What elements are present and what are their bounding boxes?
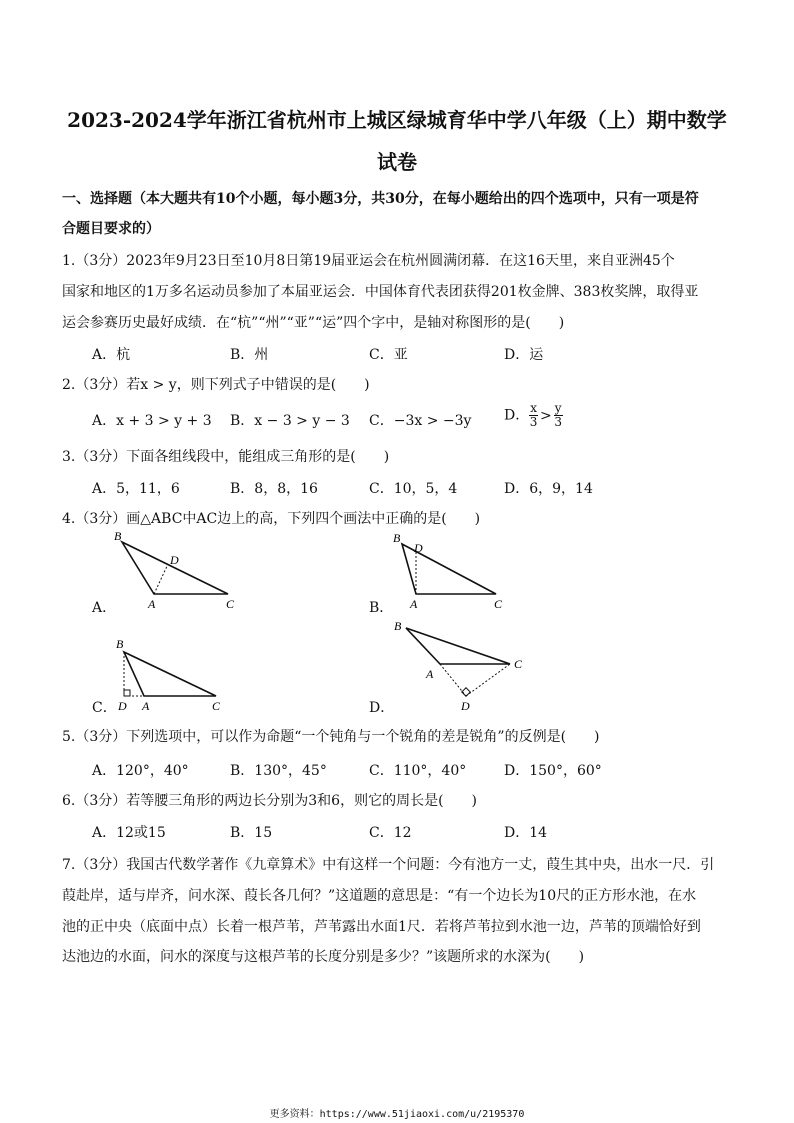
- q4-figure-b: [386, 530, 516, 612]
- q6-option-d[interactable]: D．14: [504, 825, 548, 841]
- q2-option-d-label: D．: [504, 407, 530, 424]
- q5-option-c[interactable]: C．110°，40°: [369, 763, 467, 779]
- label-d: D: [118, 699, 127, 713]
- q4-option-c[interactable]: C．: [92, 700, 117, 716]
- doc-title-line1: 2023-2024学年浙江省杭州市上城区绿城育华中学八年级（上）期中数学: [67, 108, 727, 132]
- label-b: B: [394, 619, 402, 633]
- label-c: C: [212, 699, 221, 713]
- q1-option-a[interactable]: A．杭: [92, 347, 131, 363]
- q7-line-3: 池的正中央（底面中点）长着一根芦苇，芦苇露出水面1尺．若将芦苇拉到水池一边，芦苇的顶端恰好到: [62, 919, 701, 935]
- q3-option-b[interactable]: B．8，8，16: [230, 481, 318, 497]
- fraction-x-over-3: $\frac{x}{3}$: [529, 401, 538, 429]
- q1-option-c[interactable]: C．亚: [369, 347, 408, 363]
- q2-option-c[interactable]: C．−3x > −3y: [369, 413, 472, 429]
- q7-line-2: 葭赴岸，适与岸齐，问水深、葭长各几何？”这道题的意思是：“有一个边长为10尺的正方形水池，在水: [62, 888, 697, 904]
- q6-option-c[interactable]: C．12: [369, 825, 412, 841]
- q6-stem: 6.（3分）若等腰三角形的两边长分别为3和6，则它的周长是( ): [62, 793, 478, 809]
- label-d: D: [461, 699, 470, 713]
- footer-link[interactable]: 更多资料：https://www.51jiaoxi.com/u/2195370: [269, 1109, 525, 1120]
- q2-option-d[interactable]: [504, 402, 563, 429]
- q3-option-d[interactable]: D．6，9，14: [504, 481, 593, 497]
- label-d: D: [414, 541, 423, 555]
- q1-line-3: 运会参赛历史最好成绩．在“杭”“州”“亚”“运”四个字中，是轴对称图形的是( ): [62, 315, 565, 331]
- q4-stem: 4.（3分）画△ABC中AC边上的高，下列四个画法中正确的是( ): [62, 511, 481, 527]
- label-a: A: [426, 667, 434, 681]
- q3-option-c[interactable]: C．10，5，4: [369, 481, 458, 497]
- q4-option-b[interactable]: B．: [369, 600, 394, 616]
- label-c: C: [514, 657, 523, 671]
- q4-figure-d: [386, 616, 536, 714]
- label-d: D: [170, 553, 179, 567]
- q1-line-2: 国家和地区的1万多名运动员参加了本届亚运会．中国体育代表团获得201枚金牌、383枚奖牌，取得亚: [62, 284, 699, 300]
- greater-than-sign: >: [540, 407, 552, 424]
- q3-option-a[interactable]: A．5，11，6: [92, 481, 180, 497]
- doc-title-line2: 试卷: [377, 150, 417, 174]
- q7-line-1: 7.（3分）我国古代数学著作《九章算术》中有这样一个问题：今有池方一丈，葭生其中央，出水一尺．引: [62, 857, 715, 873]
- label-a: A: [142, 699, 150, 713]
- q2-option-b[interactable]: B．x − 3 > y − 3: [230, 413, 350, 429]
- q3-stem: 3.（3分）下面各组线段中，能组成三角形的是( ): [62, 449, 390, 465]
- q4-option-a[interactable]: A．: [92, 600, 117, 616]
- q4-figure-a: [108, 530, 248, 612]
- q1-option-b[interactable]: B．州: [230, 347, 269, 363]
- label-c: C: [494, 597, 503, 611]
- q7-line-4: 达池边的水面，问水的深度与这根芦苇的长度分别是多少？”该题所求的水深为( ): [62, 949, 585, 965]
- q2-option-a[interactable]: A．x + 3 > y + 3: [92, 413, 212, 429]
- fraction-y-over-3: $\frac{y}{3}$: [554, 401, 562, 429]
- q1-line-1: 1.（3分）2023年9月23日至10月8日第19届亚运会在杭州圆满闭幕．在这16天里，来自亚洲45个: [62, 253, 675, 269]
- label-b: B: [393, 531, 401, 545]
- q2-stem: 2.（3分）若x > y，则下列式子中错误的是( ): [62, 377, 370, 393]
- q5-option-b[interactable]: B．130°，45°: [230, 763, 327, 779]
- q4-figure-c: [108, 632, 238, 714]
- q4-option-d[interactable]: D．: [369, 700, 395, 716]
- label-a: A: [410, 597, 418, 611]
- q6-option-b[interactable]: B．15: [230, 825, 273, 841]
- label-b: B: [114, 530, 122, 543]
- q1-option-d[interactable]: D．运: [504, 347, 544, 363]
- q5-option-a[interactable]: A．120°，40°: [92, 763, 189, 779]
- q6-option-a[interactable]: A．12或15: [92, 825, 166, 841]
- section-heading: 一、选择题（本大题共有10个小题，每小题3分，共30分，在每小题给出的四个选项中，只有一项是符: [62, 191, 699, 207]
- q5-option-d[interactable]: D．150°，60°: [504, 763, 602, 779]
- label-c: C: [226, 597, 235, 611]
- label-a: A: [148, 597, 156, 611]
- section-heading-cont: 合题目要求的）: [62, 221, 160, 237]
- q5-stem: 5.（3分）下列选项中，可以作为命题“一个钝角与一个锐角的差是锐角”的反例是( ): [62, 729, 600, 745]
- label-b: B: [116, 637, 124, 651]
